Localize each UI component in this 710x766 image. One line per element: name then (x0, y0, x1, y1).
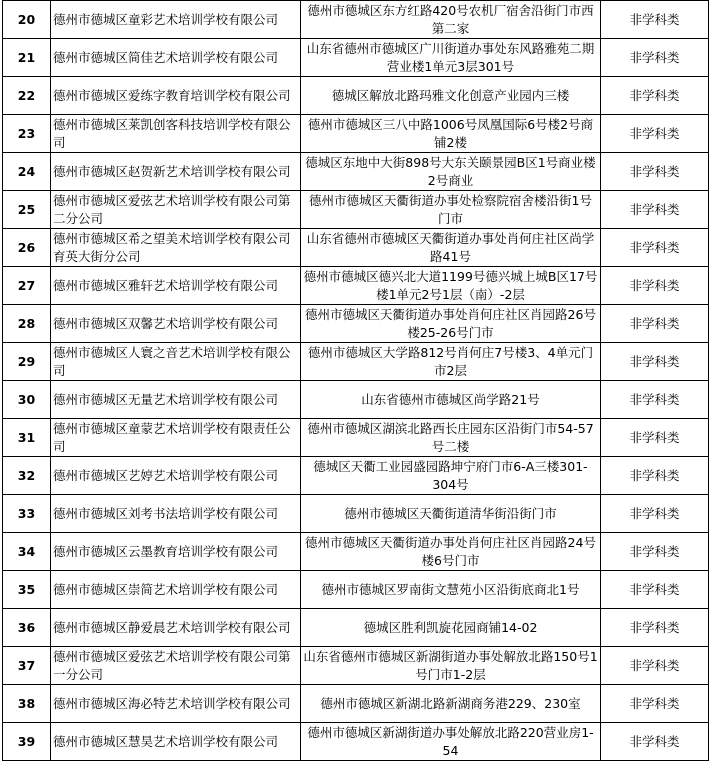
institution-address: 德州市德城区新湖北路新湖商务港229、230室 (301, 685, 601, 723)
institution-address: 山东省德州市德城区尚学路21号 (301, 381, 601, 419)
institution-category: 非学科类 (601, 191, 709, 229)
institution-name: 德州市德城区人寰之音艺术培训学校有限公司 (51, 343, 301, 381)
table-row (3, 685, 709, 723)
institution-category: 非学科类 (601, 153, 709, 191)
institution-name: 德州市德城区爱练字教育培训学校有限公司 (51, 77, 301, 115)
institution-name: 德州市德城区童蒙艺术培训学校有限责任公司 (51, 419, 301, 457)
table-row (3, 153, 709, 191)
institution-name: 德州市德城区崇简艺术培训学校有限公司 (51, 571, 301, 609)
row-number: 33 (3, 495, 51, 533)
institution-address: 德州市德城区新湖街道办事处解放北路220营业房1-54 (301, 723, 601, 761)
table-row (3, 77, 709, 115)
institution-address: 德州市德城区湖滨北路西长庄园东区沿街门市54-57号二楼 (301, 419, 601, 457)
institution-name: 德州市德城区莱凯创客科技培训学校有限公司 (51, 115, 301, 153)
table-row (3, 191, 709, 229)
table-row (3, 381, 709, 419)
row-number: 32 (3, 457, 51, 495)
row-number: 29 (3, 343, 51, 381)
table-body (3, 1, 709, 761)
institution-category: 非学科类 (601, 495, 709, 533)
institution-address: 山东省德州市德城区新湖街道办事处解放北路150号1号门市1-2层 (301, 647, 601, 685)
institution-category: 非学科类 (601, 115, 709, 153)
table-row (3, 1, 709, 39)
row-number: 37 (3, 647, 51, 685)
table-row (3, 229, 709, 267)
institution-name: 德州市德城区云墨教育培训学校有限公司 (51, 533, 301, 571)
row-number: 20 (3, 1, 51, 39)
institution-name: 德州市德城区慧昊艺术培训学校有限公司 (51, 723, 301, 761)
institution-category: 非学科类 (601, 723, 709, 761)
institution-category: 非学科类 (601, 419, 709, 457)
row-number: 24 (3, 153, 51, 191)
institution-category: 非学科类 (601, 1, 709, 39)
institution-name: 德州市德城区爱弦艺术培训学校有限公司第二分公司 (51, 191, 301, 229)
row-number: 25 (3, 191, 51, 229)
institution-category: 非学科类 (601, 609, 709, 647)
institution-category: 非学科类 (601, 267, 709, 305)
row-number: 38 (3, 685, 51, 723)
table-row (3, 647, 709, 685)
institution-address: 山东省德州市德城区天衢街道办事处肖何庄社区尚学路41号 (301, 229, 601, 267)
table-row (3, 723, 709, 761)
row-number: 23 (3, 115, 51, 153)
institution-address: 山东省德州市德城区广川街道办事处东风路雅苑二期营业楼1单元3层301号 (301, 39, 601, 77)
institution-category: 非学科类 (601, 647, 709, 685)
institution-table (2, 0, 709, 761)
institution-category: 非学科类 (601, 571, 709, 609)
institution-name: 德州市德城区童彩艺术培训学校有限公司 (51, 1, 301, 39)
institution-address: 德州市德城区天衢街道办事处检察院宿舍楼沿街1号门市 (301, 191, 601, 229)
institution-address: 德城区东地中大街898号大东关颐景园B区1号商业楼2号商业 (301, 153, 601, 191)
table-row (3, 609, 709, 647)
institution-name: 德州市德城区无量艺术培训学校有限公司 (51, 381, 301, 419)
row-number: 31 (3, 419, 51, 457)
row-number: 36 (3, 609, 51, 647)
row-number: 39 (3, 723, 51, 761)
institution-name: 德州市德城区雅轩艺术培训学校有限公司 (51, 267, 301, 305)
institution-address: 德州市德城区东方红路420号农机厂宿舍沿街门市西第二家 (301, 1, 601, 39)
row-number: 28 (3, 305, 51, 343)
table-row (3, 533, 709, 571)
institution-address: 德州市德城区罗南街文慧苑小区沿街底商北1号 (301, 571, 601, 609)
row-number: 22 (3, 77, 51, 115)
institution-name: 德州市德城区爱弦艺术培训学校有限公司第一分公司 (51, 647, 301, 685)
institution-category: 非学科类 (601, 533, 709, 571)
table-row (3, 419, 709, 457)
institution-name: 德州市德城区静爱晨艺术培训学校有限公司 (51, 609, 301, 647)
institution-category: 非学科类 (601, 457, 709, 495)
institution-address: 德城区解放北路玛雅文化创意产业园内三楼 (301, 77, 601, 115)
institution-address: 德州市德城区天衢街道办事处肖何庄社区肖园路26号楼25-26号门市 (301, 305, 601, 343)
row-number: 30 (3, 381, 51, 419)
institution-category: 非学科类 (601, 343, 709, 381)
institution-name: 德州市德城区艺婷艺术培训学校有限公司 (51, 457, 301, 495)
table-row (3, 571, 709, 609)
institution-name: 德州市德城区赵贺新艺术培训学校有限公司 (51, 153, 301, 191)
institution-address: 德城区胜利凯旋花园商铺14-02 (301, 609, 601, 647)
institution-address: 德城区天衢工业园盛园路坤宁府门市6-A三楼301-304号 (301, 457, 601, 495)
institution-category: 非学科类 (601, 77, 709, 115)
row-number: 34 (3, 533, 51, 571)
row-number: 35 (3, 571, 51, 609)
table-row (3, 495, 709, 533)
institution-address: 德州市德城区德兴北大道1199号德兴城上城B区17号楼1单元2号1层（南）-2层 (301, 267, 601, 305)
institution-category: 非学科类 (601, 685, 709, 723)
institution-category: 非学科类 (601, 39, 709, 77)
institution-address: 德州市德城区大学路812号肖何庄7号楼3、4单元门市2层 (301, 343, 601, 381)
institution-address: 德州市德城区天衢街道办事处肖何庄社区肖园路24号楼6号门市 (301, 533, 601, 571)
institution-name: 德州市德城区刘考书法培训学校有限公司 (51, 495, 301, 533)
row-number: 21 (3, 39, 51, 77)
table-row (3, 115, 709, 153)
institution-name: 德州市德城区简佳艺术培训学校有限公司 (51, 39, 301, 77)
table-row (3, 343, 709, 381)
row-number: 26 (3, 229, 51, 267)
institution-category: 非学科类 (601, 305, 709, 343)
table-row (3, 457, 709, 495)
institution-address: 德州市德城区天衢街道清华街沿街门市 (301, 495, 601, 533)
institution-name: 德州市德城区双馨艺术培训学校有限公司 (51, 305, 301, 343)
institution-category: 非学科类 (601, 229, 709, 267)
row-number: 27 (3, 267, 51, 305)
institution-name: 德州市德城区希之望美术培训学校有限公司育英大街分公司 (51, 229, 301, 267)
institution-address: 德州市德城区三八中路1006号凤凰国际6号楼2号商铺2楼 (301, 115, 601, 153)
table-row (3, 305, 709, 343)
institution-category: 非学科类 (601, 381, 709, 419)
institution-name: 德州市德城区海必特艺术培训学校有限公司 (51, 685, 301, 723)
table-row (3, 39, 709, 77)
table-row (3, 267, 709, 305)
